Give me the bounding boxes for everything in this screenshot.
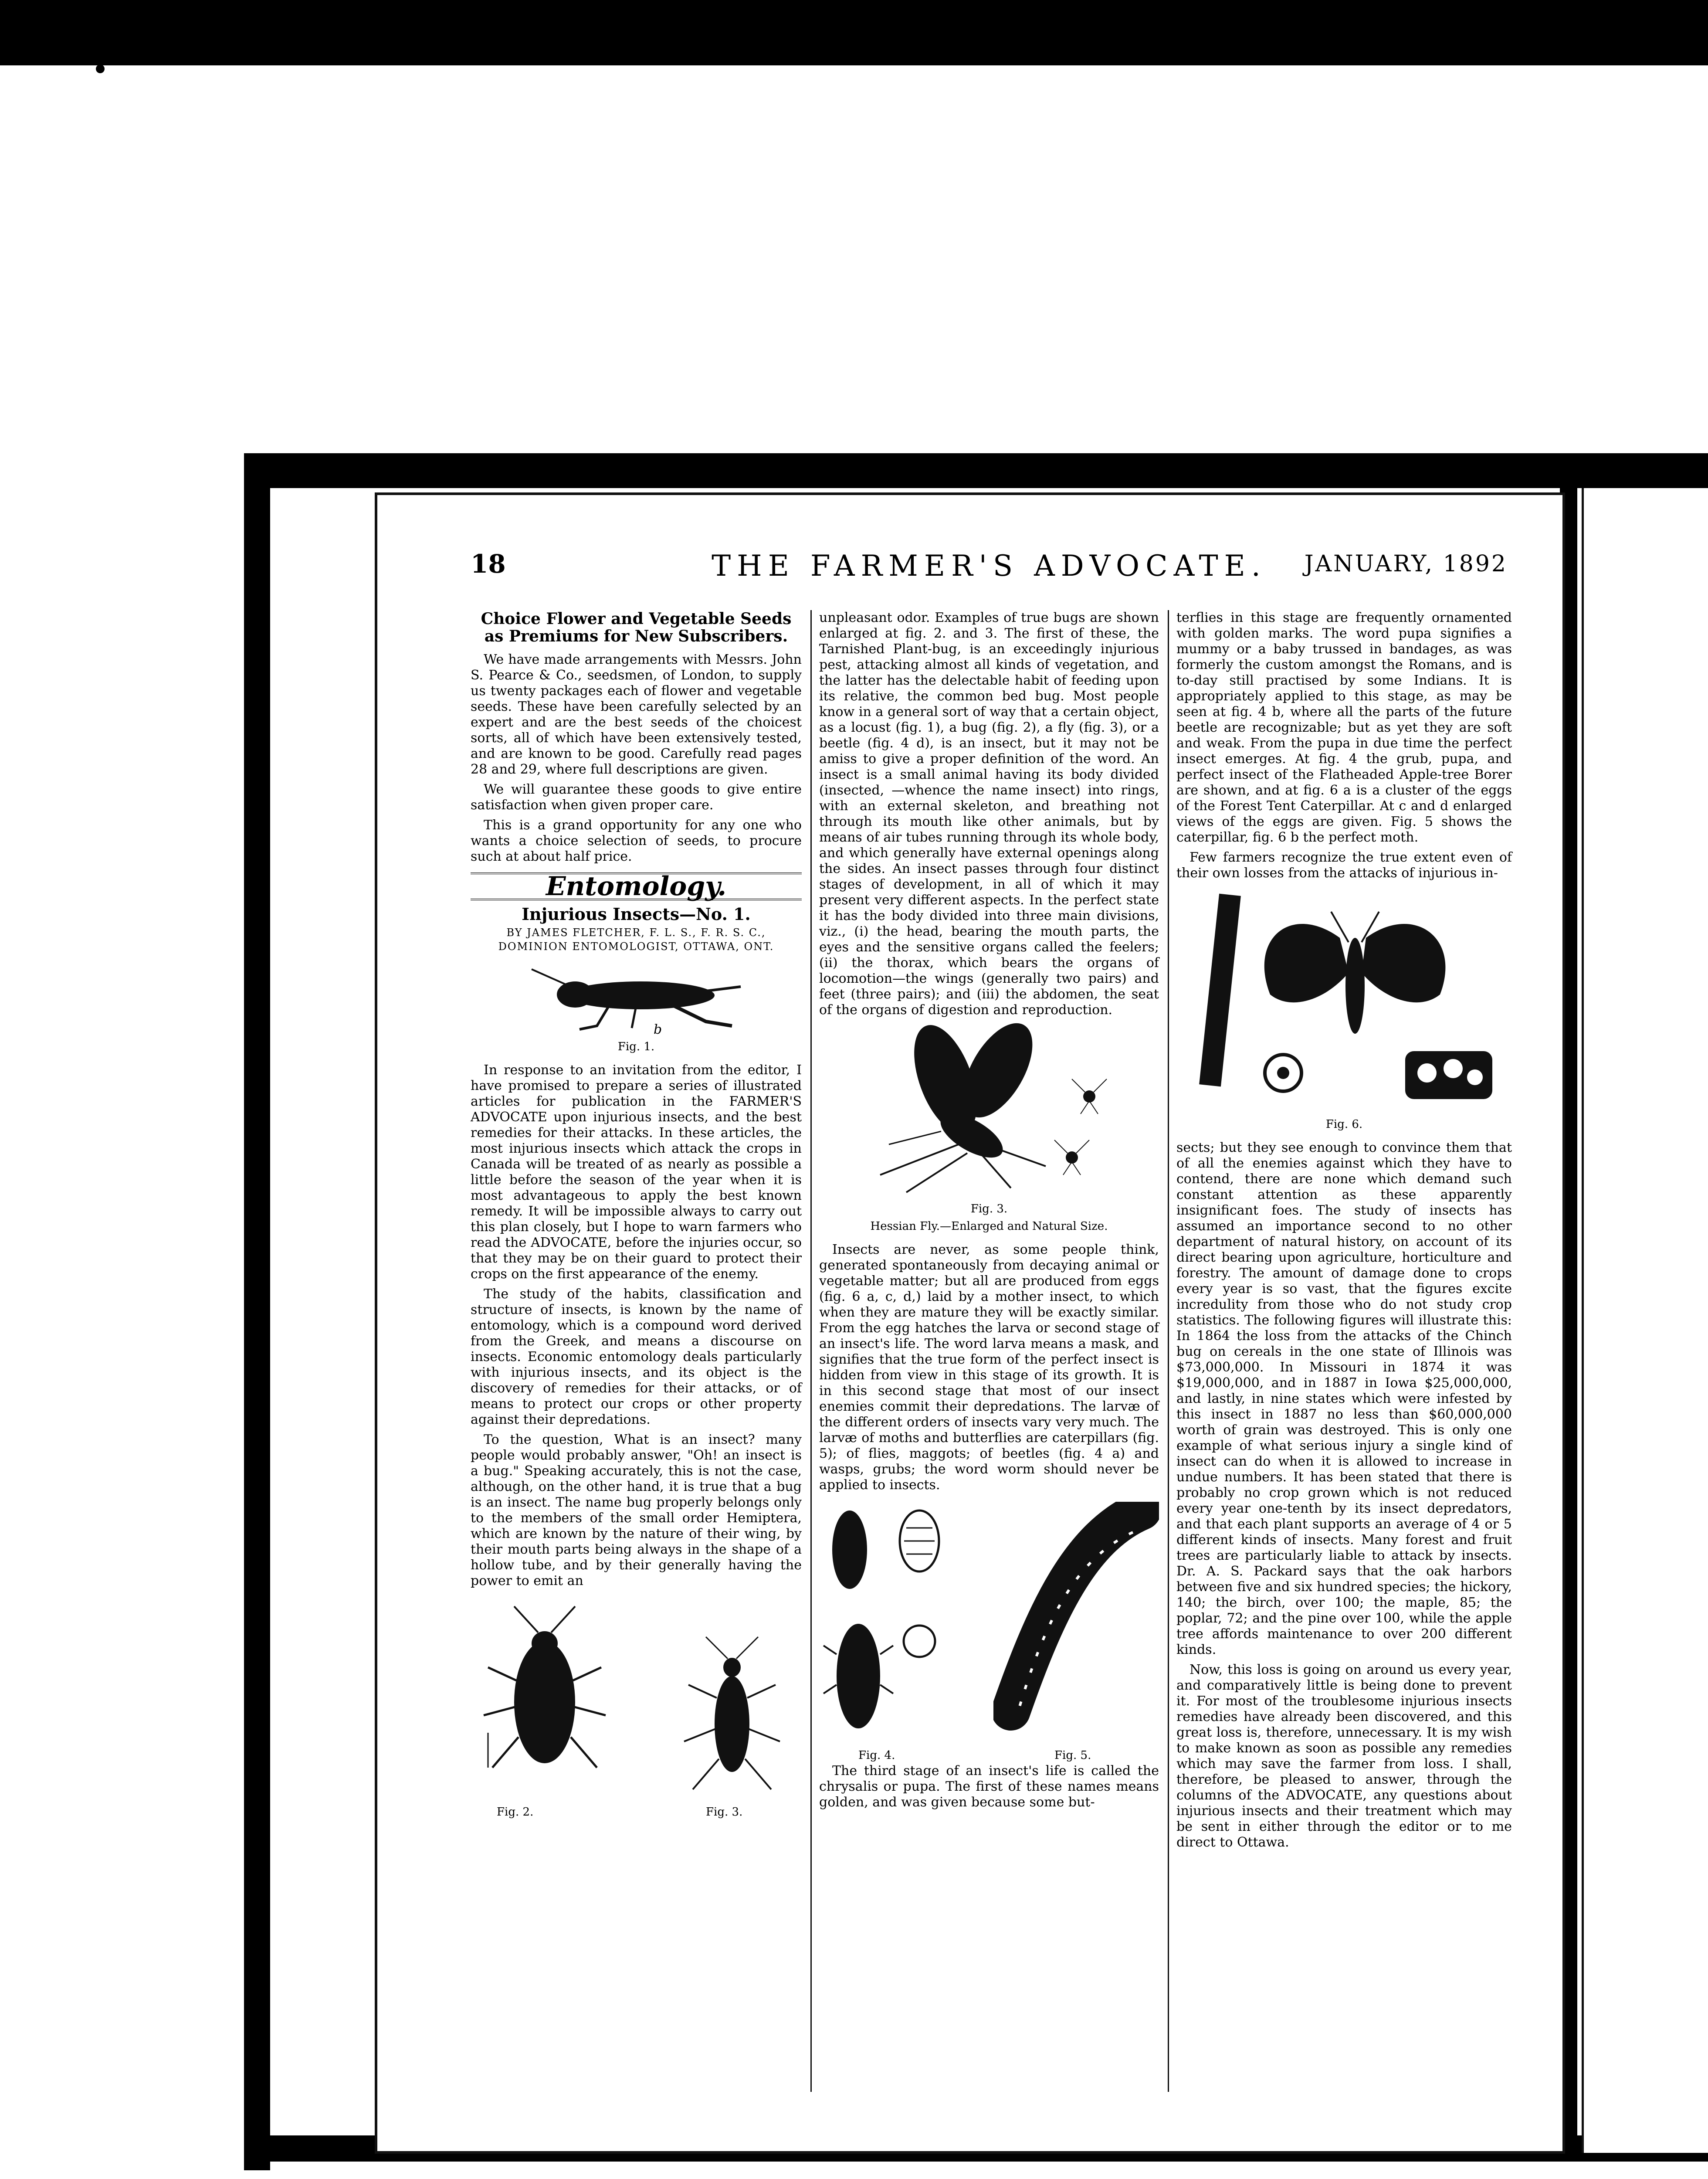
scan-top-band [0,0,1708,65]
article-paragraph: Few farmers recognize the true extent even of their own losses from the attacks of injurious in- [1176,850,1512,881]
issue-date: JANUARY, 1892 [1304,551,1508,577]
newspaper-page [383,501,1551,2140]
article-paragraph: The third stage of an insect's life is called the chrysalis or pupa. The first of these names means golden, and was given because some but- [819,1763,1159,1810]
caterpillar-illustration [993,1502,1159,1746]
article-paragraph: Insects are never, as some people think, generated spontaneously from decaying animal or vegetable matter; but all are produced from eggs (fig. 6 a, c, d,) laid by a mother insect, to which when they are mature they will be exactly similar. From the egg hatches the larva or second stage of an insect's life. The word larva means a mask, and signifies that the true form of the perfect insect is hidden from view in this stage of its growth. It is in this second stage that most of our insect enemies commit their depredations. The larvæ of the different orders of insects vary very much. The larvæ of moths and butterflies are caterpillars (fig. 5); of flies, maggots; of beetles (fig. 4 a) and wasps, grubs; the word worm should never be applied to insects. [819,1242,1159,1493]
fig3-caption: Fig. 3. [970,1202,1008,1215]
column-1 [471,610,802,1829]
article-paragraph: The study of the habits, classification and structure of insects, is known by the name of entomology, which is a compound word derived from the Greek, and means a discourse on insects. Economic entomology deals particularly with injurious insects, and its object is the discovery of remedies for their attacks, or of means to protect our crops or other property against their depredations. [471,1286,802,1427]
section-heading: Entomology. [471,872,802,900]
scan-dust-mark [96,64,105,73]
plant-bug-illustration [479,1602,610,1802]
tent-caterpillar-moth-illustration [1183,886,1505,1112]
article-paragraph: In response to an invitation from the editor, I have promised to prepare a series of illustrated articles for publication in the FARMER'S ADVOCATE upon injurious insects, and the best remedies for their attacks. In these articles, the most injurious insects which attack the crops in Canada will be treated of as nearly as possible a little before the season of the year when it is most advantageous to apply the best known remedy. It will be impossible always to carry out this plan closely, but I hope to warn farmers who read the ADVOCATE, before the injuries occur, so that they may be on their guard to protect their crops on the first appearance of the enemy. [471,1062,802,1282]
fig5-caption: Fig. 5. [1054,1749,1091,1762]
article-paragraph: sects; but they see enough to convince them that of all the enemies against which they have to contend, there are none which demand such constant attention as these apparently insignificant foes. The study of insects has assumed an importance second to no other department of natural history, on account of its direct bearing upon agriculture, horticulture and forestry. The amount of damage done to crops every year is so vast, that the figures excite incredulity from those who do not study crop statistics. The following figures will illustrate this: In 1864 the loss from the attacks of the Chinch bug on cereals in the one state of Illinois was $73,000,000. In Missouri in 1874 it was $19,000,000, and in 1887 in Iowa $25,000,000, and lastly, in nine states which were infested by this insect in 1887 no less than $60,000,000 worth of grain was destroyed. This is only one example of what serious injury a single kind of insect can do when it is allowed to increase in undue numbers. It has been stated that there is probably no crop grown which is not reduced every year one-tenth by its insect depredators, and that each plant supports an average of 4 or 5 different kinds of insects. Many forest and fruit trees are particularly liable to attack by insects. Dr. A. S. Packard says that the oak harbors between five and six hundred species; the hickory, 140; the birch, over 100; the maple, 85; the poplar, 72; and the pine over 100, while the apple tree affords maintenance to over 200 different kinds. [1176,1140,1512,1657]
column-rule [1168,610,1169,2092]
hessian-fly-illustration [854,1022,1124,1197]
locust-illustration [523,961,749,1035]
column-2 [819,610,1159,1815]
page-header [471,549,1508,584]
bug-figures [471,1602,802,1829]
premium-paragraph: We have made arrangements with Messrs. John S. Pearce & Co., seedsmen, of London, to supply us twenty packages each of flower and vegetable seeds. These have been carefully selected by an expert and are the best seeds of the choicest sorts, all of which have been extensively tested, and are known to be good. Carefully read pages 28 and 29, where full descriptions are given. [471,652,802,777]
apple-borer-illustration [819,1502,963,1746]
column-rule [810,610,812,2092]
article-paragraph: unpleasant odor. Examples of true bugs are shown enlarged at fig. 2. and 3. The first of these, the Tarnished Plant-bug, is an exceedingly injurious pest, attacking almost all kinds of vegetation, and the latter has the delectable habit of feeding upon its relative, the common bed bug. Most people know in a general sort of way that a certain object, as a locust (fig. 1), a bug (fig. 2), a fly (fig. 3), or a beetle (fig. 4 d), is an insect, but it may not be amiss to give a proper definition of the word. An insect is a small animal having its body divided (insected, —whence the name insect) into rings, with an external skeleton, and breathing not through its mouth like other animals, but by means of air tubes running through its whole body, and which generally have external openings along the sides. An insect passes through four distinct stages of development, in all of which it may present very different aspects. In the perfect state it has the body divided into three main divisions, viz., (i) the head, bearing the mouth parts, the eyes and the sensitive organs called the feelers; (ii) the thorax, which bears the organs of locomotion—the wings (generally two pairs) and feet (three pairs); and (iii) the abdomen, the seat of the organs of digestion and reproduction. [819,610,1159,1018]
article-title: Injurious Insects—No. 1. [522,904,751,924]
film-edge-top [244,453,1708,488]
fig3-bug-caption: Fig. 3. [706,1806,743,1819]
larva-figures [819,1502,1159,1763]
fig4-caption: Fig. 4. [858,1749,895,1762]
fig1-caption: Fig. 1. [617,1040,655,1053]
column-3 [1176,610,1512,1855]
page-number: 18 [471,549,506,579]
adjacent-page-strip [1582,488,1708,2153]
assassin-bug-illustration [680,1633,784,1798]
article-paragraph: Now, this loss is going on around us every year, and comparatively little is being done to prevent it. For most of the troublesome injurious insects remedies have already been discovered, and this great loss is, therefore, unnecessary. It is my wish to make known as soon as possible any remedies which may save the farmer from loss. I shall, therefore, be pleased to answer, through the columns of the ADVOCATE, any questions about injurious insects and their treatment which may be sent in either through the editor or to me direct to Ottawa. [1176,1662,1512,1850]
premium-heading: Choice Flower and Vegetable Seeds as Premiums for New Subscribers. [481,610,792,645]
fig1-label: b [654,1022,662,1035]
fig3-title: Hessian Fly.—Enlarged and Natural Size. [870,1220,1108,1233]
article-byline: BY JAMES FLETCHER, F. L. S., F. R. S. C., DOMINION ENTOMOLOGIST, OTTAWA, ONT. [498,927,774,953]
premium-paragraph: We will guarantee these goods to give entire satisfaction when given proper care. [471,782,802,813]
article-paragraph: To the question, What is an insect? many people would probably answer, "Oh! an insect is a bug." Speaking accurately, this is not the case, although, on the other hand, it is true that a bug is an insect. The name bug properly belongs only to the members of the small order Hemiptera, which are known by the nature of their wing, by their mouth parts being always in the shape of a hollow tube, and by their generally having the power to emit an [471,1432,802,1588]
premium-paragraph: This is a grand opportunity for any one who wants a choice selection of seeds, to procure such at about half price. [471,818,802,864]
fig2-caption: Fig. 2. [497,1806,534,1819]
fig6-caption: Fig. 6. [1325,1118,1363,1131]
masthead-title: THE FARMER'S ADVOCATE. [712,549,1267,583]
article-paragraph: terflies in this stage are frequently ornamented with golden marks. The word pupa signifies a mummy or a baby trussed in bandages, as was formerly the custom amongst the Romans, and is to-day still practised by some Indians. It is appropriately applied to this stage, as may be seen at fig. 4 b, where all the parts of the future beetle are recognizable; but as yet they are soft and weak. From the pupa in due time the perfect insect emerges. At fig. 4 the grub, pupa, and perfect insect of the Flatheaded Apple-tree Borer are shown, and at fig. 6 a is a cluster of the eggs of the Forest Tent Caterpillar. At c and d enlarged views of the eggs are given. Fig. 5 shows the caterpillar, fig. 6 b the perfect moth. [1176,610,1512,845]
film-edge-left [244,471,270,2170]
